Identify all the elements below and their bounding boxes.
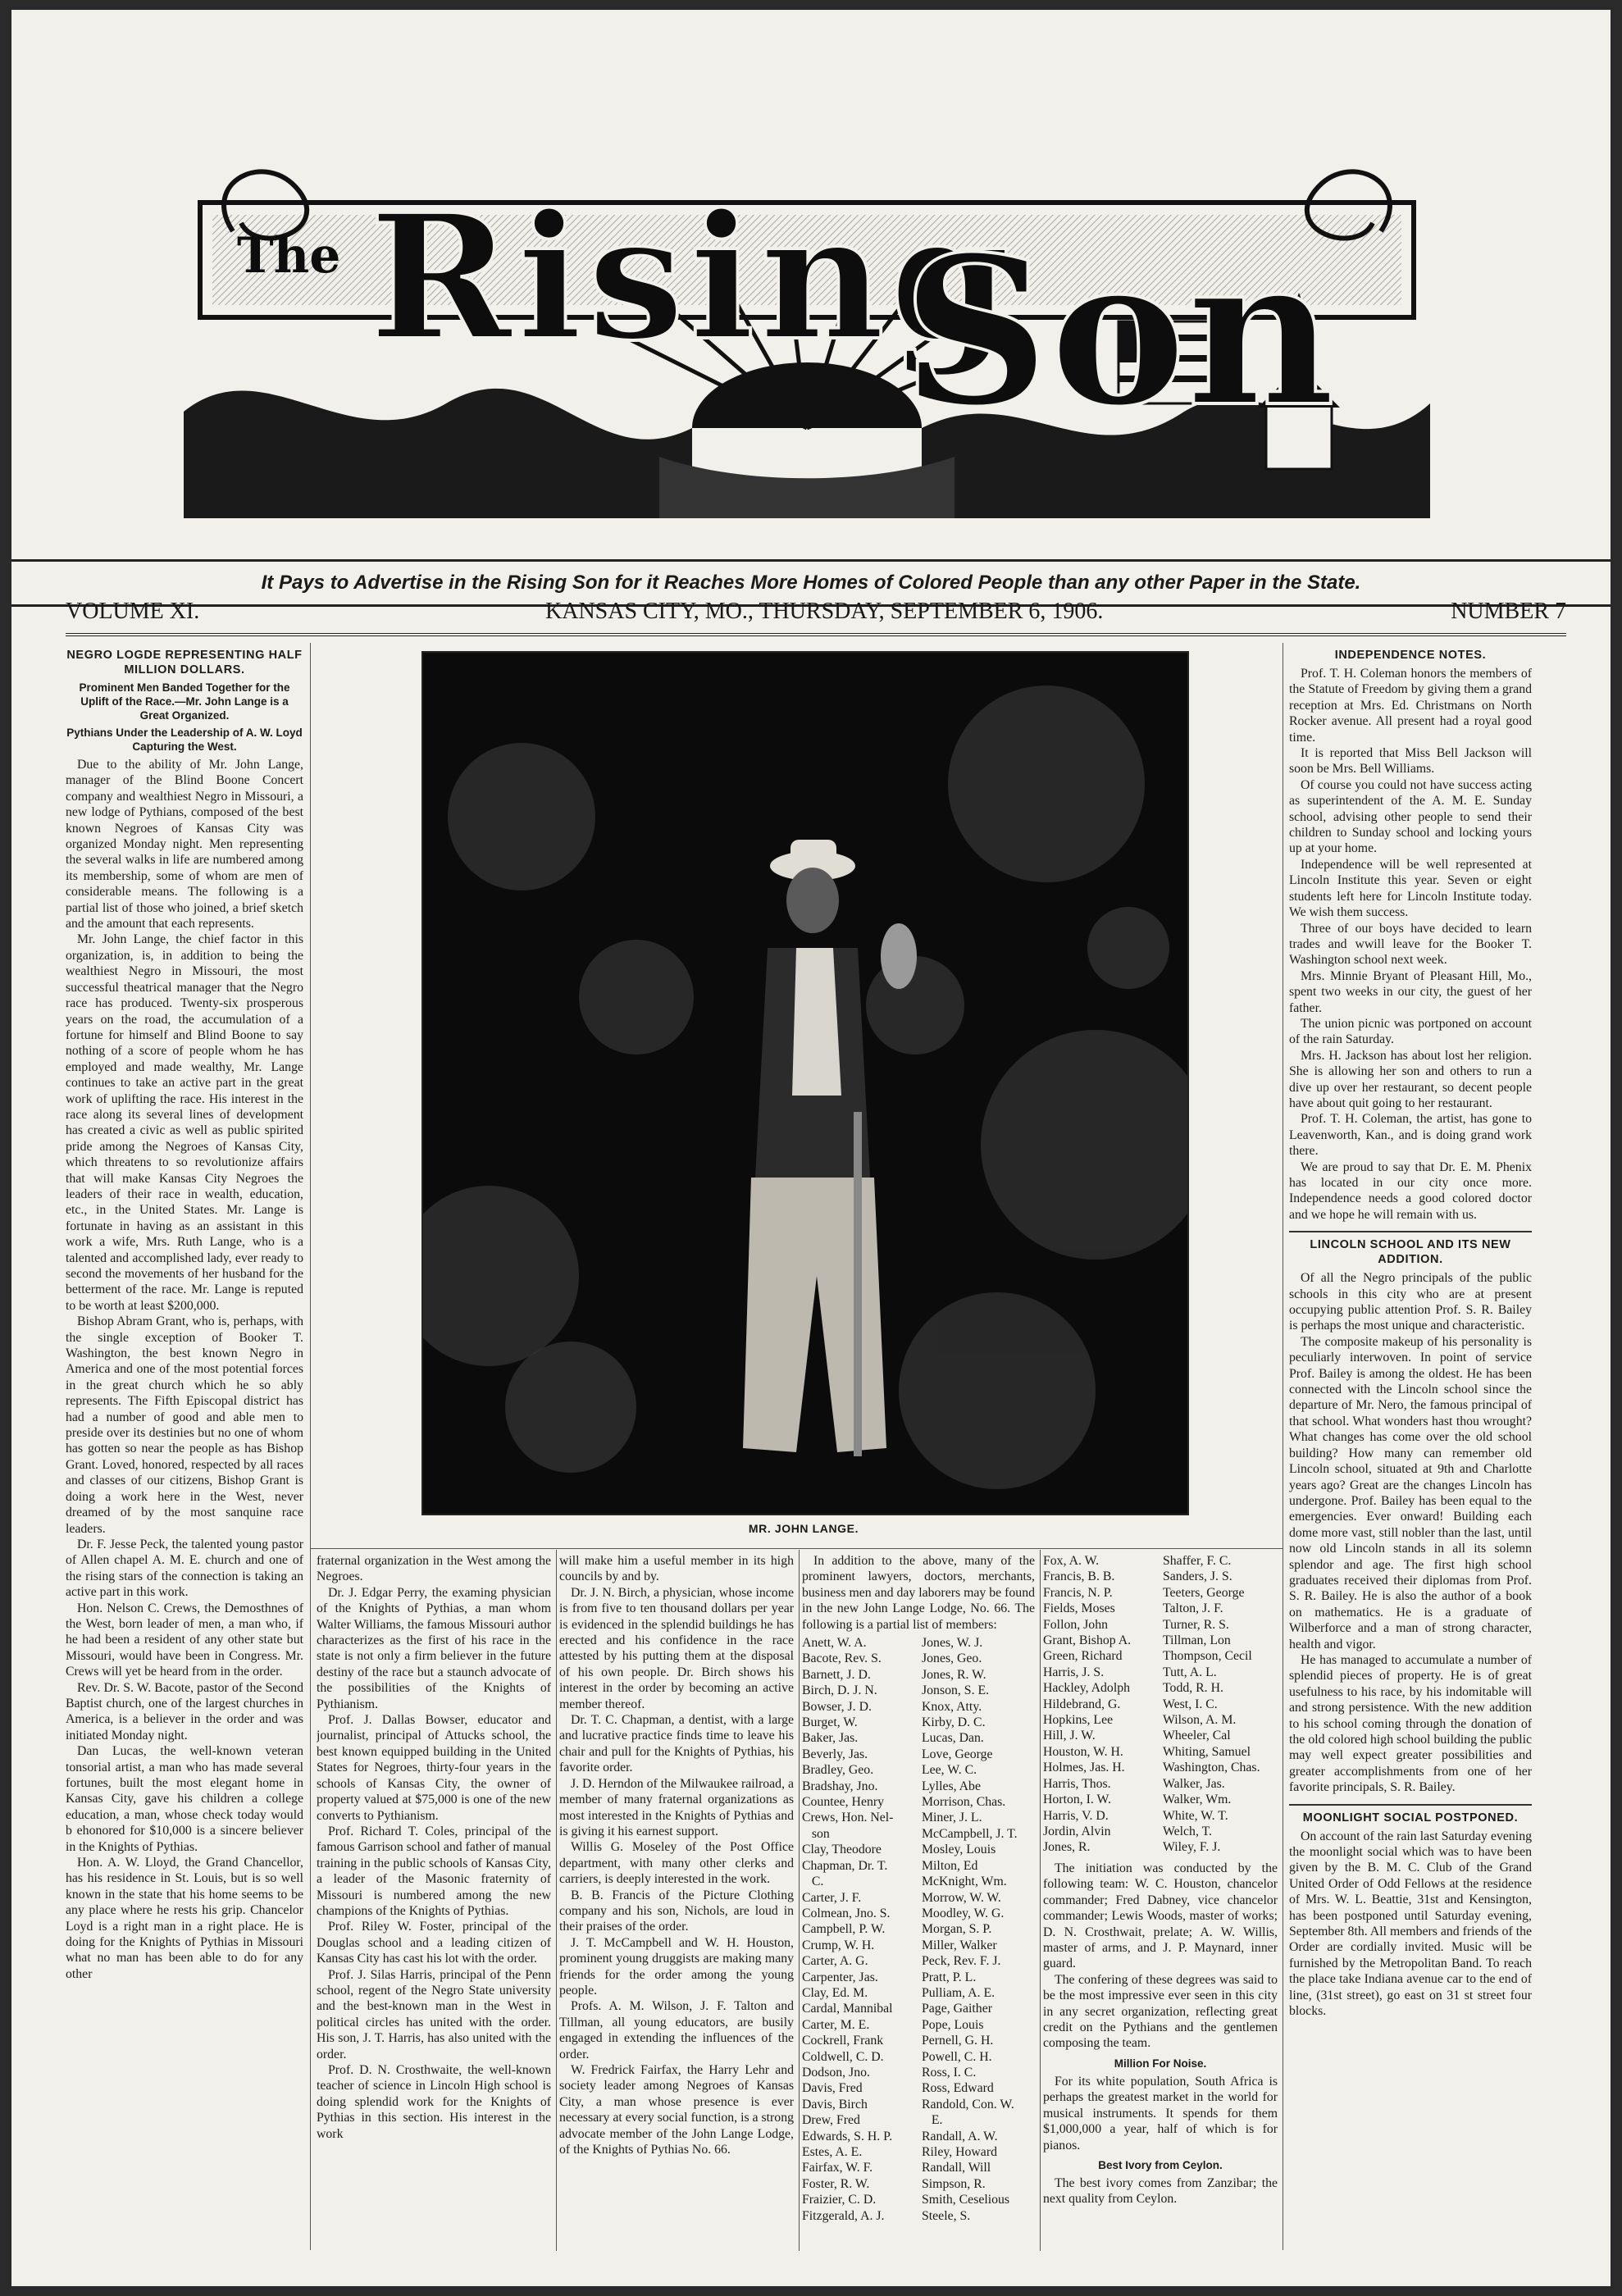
svg-text:The: The	[237, 227, 341, 285]
paragraph: Three of our boys have decided to learn trades and wwill leave for the Booker T. Washington school next week.	[1289, 921, 1532, 968]
dateline-bar	[66, 590, 1566, 636]
paragraph: Mrs. Minnie Bryant of Pleasant Hill, Mo., spent two weeks in our city, the guest of her father.	[1289, 968, 1532, 1015]
newspaper-page	[11, 10, 1611, 2286]
lodge-article-col5	[1043, 1553, 1278, 2250]
paragraph: Prof. Riley W. Foster, principal of the Douglas school and a leading citizen of Kansas City has cast his lot with the order.	[317, 1920, 551, 1966]
svg-text:Son: Son	[901, 211, 1336, 452]
member-list-d: Shaffer, F. C. Sanders, J. S. Teeters, George Talton, J. F. Turner, R. S. Tillman, Lon Thompson, Cecil Tutt, A. L. Todd, R. H. West, I. C. Wilson, A. M. Wheeler, Cal Whiting, Samuel Washington, Chas. Walker, Jas. Walker, Wm. White, W. T. Welch, T. Wiley, F. J.	[1163, 1554, 1260, 1855]
paragraph: Prof. Richard T. Coles, principal of the famous Garrison school and father of manual training in the public schools of Kansas City, a leader of the Masonic fraternity of Missouri is numbered among the new champions of the Knights of Pythias.	[317, 1824, 551, 1918]
volume-label: VOLUME XI.	[66, 599, 200, 624]
portrait-photo	[421, 651, 1189, 1515]
paragraph: In addition to the above, many of the prominent lawyers, doctors, merchants, business men and day laborers may be found in the new John Lange Lodge, No. 66. The following is a partial list of members:	[802, 1554, 1035, 1632]
paragraph: B. B. Francis of the Picture Clothing company and his son, Nichols, are loud in their praises of the order.	[559, 1888, 794, 1934]
paragraph: Willis G. Moseley of the Post Office department, with many other clerks and carriers, is deeply interested in the work.	[559, 1840, 794, 1887]
photo-caption: MR. JOHN LANGE.	[748, 1522, 859, 1535]
paragraph: Bishop Abram Grant, who is, perhaps, with the single exception of Booker T. Washington, the best known Negro in America and one of the most potential forces in the great church which he so ably represents. The Fifth Episcopal district has had a number of good and able men to preside over its destinies but no one of whom has gotten so near the people as has Bishop Grant. Loved, honored, respected by all races and classes of our citizens, Bishop Grant is doing a work here in the West, never dreamed of by the most sanquine race leaders.	[66, 1314, 303, 1536]
portrait-figure	[423, 653, 1187, 1514]
paragraph: Mrs. H. Jackson has about lost her religion. She is allowing her son and others to run a dive up over her restaurant, so decent people have about quit going to her restaurant.	[1289, 1048, 1532, 1110]
paragraph: Prof. J. Dallas Bowser, educator and journalist, principal of Attucks school, the best known equipped building in the United States for Negroes, thirty-four years in the schools of Kansas City, the owner of property valued at $75,000 is one of the new converts to Pythianism.	[317, 1713, 551, 1823]
lodge-article-col2	[317, 1553, 551, 2250]
noise-headline: Million For Noise.	[1114, 2057, 1207, 2070]
paragraph: Mr. John Lange, the chief factor in this organization, is, in addition to being the wealthiest Negro in Missouri, the most successful theatrical manager that the Negro race has produced. Twenty-six prosperous years on the road, the accumulation of a fortune for himself and Blind Boone to say nothing of a score of people whom he has employed and made wealthy, Mr. Lange continues to take an active part in the great work of uplifting the race. His interest in the race along its several lines of development has created a civic as well as public spirited pride among the Negroes of Kansas City, which threatens to so revolutionize affairs that will make Kansas City Negroes the leaders of their race in wealth, education, etc., in the United States. Mr. Lange is fortunate in having as an assistant in this work a wife, Mrs. Ruth Lange, who is a talented and accomplished lady, ever ready to second the movements of her husband for the betterment of the race. Mr. Lange is reputed to be worth at least $200,000.	[66, 932, 303, 1313]
paragraph: Rev. Dr. S. W. Bacote, pastor of the Second Baptist church, one of the largest churches in America, is a believer in the order and was initiated Monday night.	[66, 1680, 303, 1742]
member-list-a: Anett, W. A. Bacote, Rev. S. Barnett, J. D. Birch, D. J. N. Bowser, J. D. Burget, W. Baker, Jas. Beverly, Jas. Bradley, Geo. Bradshay, Jno. Countee, Henry Crews, Hon. Nel- son Clay, Theodore Chapman, Dr. T. C. Carter, J. F. Colmean, Jno. S. Campbell, P. W. Crump, W. H. Carter, A. G. Carpenter, Jas. Clay, Ed. M. Cardal, Mannibal Carter, M. E. Cockrell, Frank Coldwell, C. D. Dodson, Jno. Davis, Fred Davis, Birch Drew, Fred Edwards, S. H. P. Estes, A. E. Fairfax, W. F. Foster, R. W. Fraizier, C. D. Fitzgerald, A. J.	[802, 1636, 894, 2223]
right-column	[1289, 643, 1532, 2250]
member-list-c: Fox, A. W. Francis, B. B. Francis, N. P. Fields, Moses Follon, John Grant, Bishop A. Green, Richard Harris, J. S. Hackley, Adolph Hildebrand, G. Hopkins, Lee Hill, J. W. Houston, W. H. Holmes, Jas. H. Harris, Thos. Horton, I. W. Harris, V. D. Jordin, Alvin Jones, R.	[1043, 1554, 1132, 1855]
paragraph: Profs. A. M. Wilson, J. F. Talton and Tillman, all young educators, are busily engaged in extending the influences of the order.	[559, 1999, 794, 2061]
paragraph: The best ivory comes from Zanzibar; the next quality from Ceylon.	[1043, 2175, 1278, 2207]
paragraph: Prof. T. H. Coleman honors the members of the Statute of Freedom by giving them a grand reception at Mrs. Ed. Christmans on North Rocker avenue. All present had a royal good time.	[1289, 667, 1532, 745]
paragraph: We are proud to say that Dr. E. M. Phenix has located in our city once more. Independence needs a good colored doctor and we hope he will remain with us.	[1289, 1159, 1532, 1222]
lincoln-headline: LINCOLN SCHOOL AND ITS NEW ADDITION.	[1310, 1238, 1511, 1267]
lodge-headline: NEGRO LOGDE REPRESENTING HALF MILLION DOLLARS.	[66, 649, 303, 676]
paragraph: W. Fredrick Fairfax, the Harry Lehr and society leader among Negroes of Kansas City, a man whose presence is ever necessary at every social function, is a strong advocate member of the John Lange Lodge, of the Knights of Pythias No. 66.	[559, 2063, 794, 2157]
paragraph: For its white population, South Africa is perhaps the greatest market in the world for musical instruments. It spends for them $1,000,000 a year, half of which is for pianos.	[1043, 2074, 1278, 2152]
issue-number: NUMBER 7	[1451, 599, 1566, 624]
paragraph: Prof. T. H. Coleman, the artist, has gone to Leavenworth, Kan., and is doing grand work there.	[1289, 1112, 1532, 1159]
paragraph: fraternal organization in the West among the Negroes.	[317, 1554, 551, 1584]
paragraph: J. T. McCampbell and W. H. Houston, prominent young druggists are making many friends for the order among the young people.	[559, 1935, 794, 1998]
issue-date: KANSAS CITY, MO., THURSDAY, SEPTEMBER 6, 1906.	[545, 599, 1104, 624]
paragraph: J. D. Herndon of the Milwaukee railroad, a member of many fraternal organizations as most interested in the Knights of Pythias and is giving it his earnest support.	[559, 1776, 794, 1838]
paragraph: The union picnic was portponed on account of the rain Saturday.	[1289, 1016, 1532, 1047]
paragraph: Dr. T. C. Chapman, a dentist, with a large and lucrative practice finds time to leave his chair and pull for the Knights of Pythias, his favorite order.	[559, 1713, 794, 1775]
paragraph: The confering of these degrees was said to be the most impressive ever seen in this city in any secret organization, reflecting great credit on the Pythians and the gentlemen composing the team.	[1043, 1972, 1278, 2051]
paragraph: Hon. A. W. Lloyd, the Grand Chancellor, has his residence in St. Louis, but is so well known in the state that his home seems to be any place where he rests his grip. Chancelor Loyd is a right man in a right place. He is doing for the Knights of Pythias in Missouri what no man has been able to do for any other	[66, 1856, 303, 1981]
paragraph: Prof. J. Silas Harris, principal of the Penn school, regent of the Negro State university and the best-known man in the West in political circles has united with the order. His son, J. T. Harris, has also united with the order.	[317, 1967, 551, 2061]
paragraph: The composite makeup of his personality is peculiarly interwoven. In point of service Prof. Bailey is among the oldest. He has been connected with the Lincoln school since the departure of Mr. Nero, the famous principal of that school. What wonders hast thou wrought? What changes has come over the old school building? How many can remember old Lincoln school, situated at 9th and Charlotte years ago? Great are the changes Lincoln has undergone. Prof. Bailey has been equal to the emergencies. Ever onward! Building each dome more vast, still nobler than the last, until now old Lincoln stands in all its solemn splendor and age. The first high school graduates received their diplomas from Prof. S. R. Bailey. He is also the author of a book on mathematics. He is a graduate of Wilberforce and a man of strong character, health and vigor.	[1289, 1334, 1532, 1651]
paragraph: will make him a useful member in its high councils by and by.	[559, 1554, 794, 1584]
ivory-headline: Best Ivory from Ceylon.	[1098, 2158, 1223, 2171]
lodge-article-col3	[559, 1553, 794, 2250]
paragraph: Due to the ability of Mr. John Lange, manager of the Blind Boone Concert company and wealthiest Negro in Missouri, a new lodge of Pythians, composed of the best known Negroes of Kansas City was organized Monday night. Men representing the several walks in life are numbered among its membership, some of whom are men of considerable means. The following is a partial list of those who joined, a brief sketch and the amount that each represents.	[66, 758, 303, 932]
paragraph: Dr. J. N. Birch, a physician, whose income is from five to ten thousand dollars per year is evidenced in the splendid buildings he has erected and his confidence in the race attested by his putting them at the disposal of his own people. Dr. Birch shows his interest in the order by becoming an active member thereof.	[559, 1585, 794, 1711]
lodge-article-col4	[802, 1553, 1035, 2250]
lodge-subdeck: Pythians Under the Leadership of A. W. Loyd Capturing the West.	[66, 727, 303, 753]
masthead-art	[167, 133, 1447, 539]
independence-headline: INDEPENDENCE NOTES.	[1334, 649, 1487, 662]
svg-text:Rising: Rising	[369, 176, 1015, 379]
tagline-banner: It Pays to Advertise in the Rising Son for it Reaches More Homes of Colored People than any other Paper in the State.	[11, 559, 1611, 607]
masthead	[167, 133, 1447, 539]
paragraph: Dan Lucas, the well-known veteran tonsorial artist, a man who has made several fortunes, built the most elegant home in Kansas City, gave his children a college education, a man, whose check today would b ehonored for $10,000 is a sincere believer in the Knights of Pythias.	[66, 1744, 303, 1854]
paragraph: On account of the rain last Saturday evening the moonlight social which was to have been given by the B. M. C. Club of the Grand United Order of Odd Fellows at the residence of Mrs. W. L. Beattie, 31st and Kensington, has been postponed until Saturday evening, September 8th. All members and friends of the Order are cordially invited. Music will be furnished by the Metropolitan Band. To reach the place take Indiana avenue car to the end of line, (31st street), go east on 31 st street four blocks.	[1289, 1829, 1532, 2019]
paragraph: The initiation was conducted by the following team: W. C. Houston, chancelor commander; Fred Dabney, vice chancelor commander; Lewis Woods, master of works; D. N. Crosthwait, prelate; A. W. Willis, master of arms, and J. P. Maynard, inner guard.	[1043, 1861, 1278, 1971]
paragraph: Hon. Nelson C. Crews, the Demosthnes of the West, born leader of men, a man who, if he had been a resident of any other state but Missouri, would have been in Congress. Mr. Crews will yet be heard from in the order.	[66, 1601, 303, 1679]
lodge-deck: Prominent Men Banded Together for the Uplift of the Race.—Mr. John Lange is a Great Organized.	[79, 681, 290, 722]
paragraph: Prof. D. N. Crosthwaite, the well-known teacher of science in Lincoln High school is doing splendid work for the Knights of Pythias in this section. His interest in the work	[317, 2063, 551, 2141]
paragraph: He has managed to accumulate a number of splendid pieces of property. He is of great usefulness to his race, by his indomitable will and strong persistence. With the new addition to his school coming through the donation of the old colored high school building the public may well expect greater possibilities and greater accomplishments from one of her favorite principals, S. R. Bailey.	[1289, 1652, 1532, 1795]
paragraph: Dr. J. Edgar Perry, the examing physician of the Knights of Pythias, a man whom Walter Williams, the famous Missouri author characterizes as the first of his race in the state is not only a firm believer in the future destiny of the race but a staunch advocate of the possibilities of the Knights of Pythianism.	[317, 1585, 551, 1711]
lodge-article-col1	[66, 643, 303, 2250]
paragraph: Of all the Negro principals of the public schools in this city who are at present occupying public attention Prof. S. R. Bailey is perhaps the most unique and characteristic.	[1289, 1271, 1532, 1333]
paragraph: Of course you could not have success acting as superintendent of the A. M. E. Sunday school, advising other people to send their children to Sunday school and locking yours up at your home.	[1289, 777, 1532, 856]
moonlight-headline: MOONLIGHT SOCIAL POSTPONED.	[1302, 1811, 1519, 1824]
paragraph: Dr. F. Jesse Peck, the talented young pastor of Allen chapel A. M. E. church and one of the rising stars of the connection is taking an active part in this work.	[66, 1537, 303, 1600]
paragraph: Independence will be well represented at Lincoln Institute this year. Seven or eight students left here for Lincoln Institute today. We wish them success.	[1289, 857, 1532, 920]
paragraph: It is reported that Miss Bell Jackson will soon be Mrs. Bell Williams.	[1289, 746, 1532, 777]
member-list-b: Jones, W. J. Jones, Geo. Jones, R. W. Jonson, S. E. Knox, Atty. Kirby, D. C. Lucas, Dan. Love, George Lee, W. C. Lylles, Abe Morrison, Chas. Miner, J. L. McCampbell, J. T. Mosley, Louis Milton, Ed McKnight, Wm. Morrow, W. W. Moodley, W. G. Morgan, S. P. Miller, Walker Peck, Rev. F. J. Pratt, P. L. Pulliam, A. E. Page, Gaither Pope, Louis Pernell, G. H. Powell, C. H. Ross, I. C. Ross, Edward Randold, Con. W. E. Randall, A. W. Riley, Howard Randall, Will Simpson, R. Smith, Ceselious Steele, S.	[922, 1636, 1018, 2223]
